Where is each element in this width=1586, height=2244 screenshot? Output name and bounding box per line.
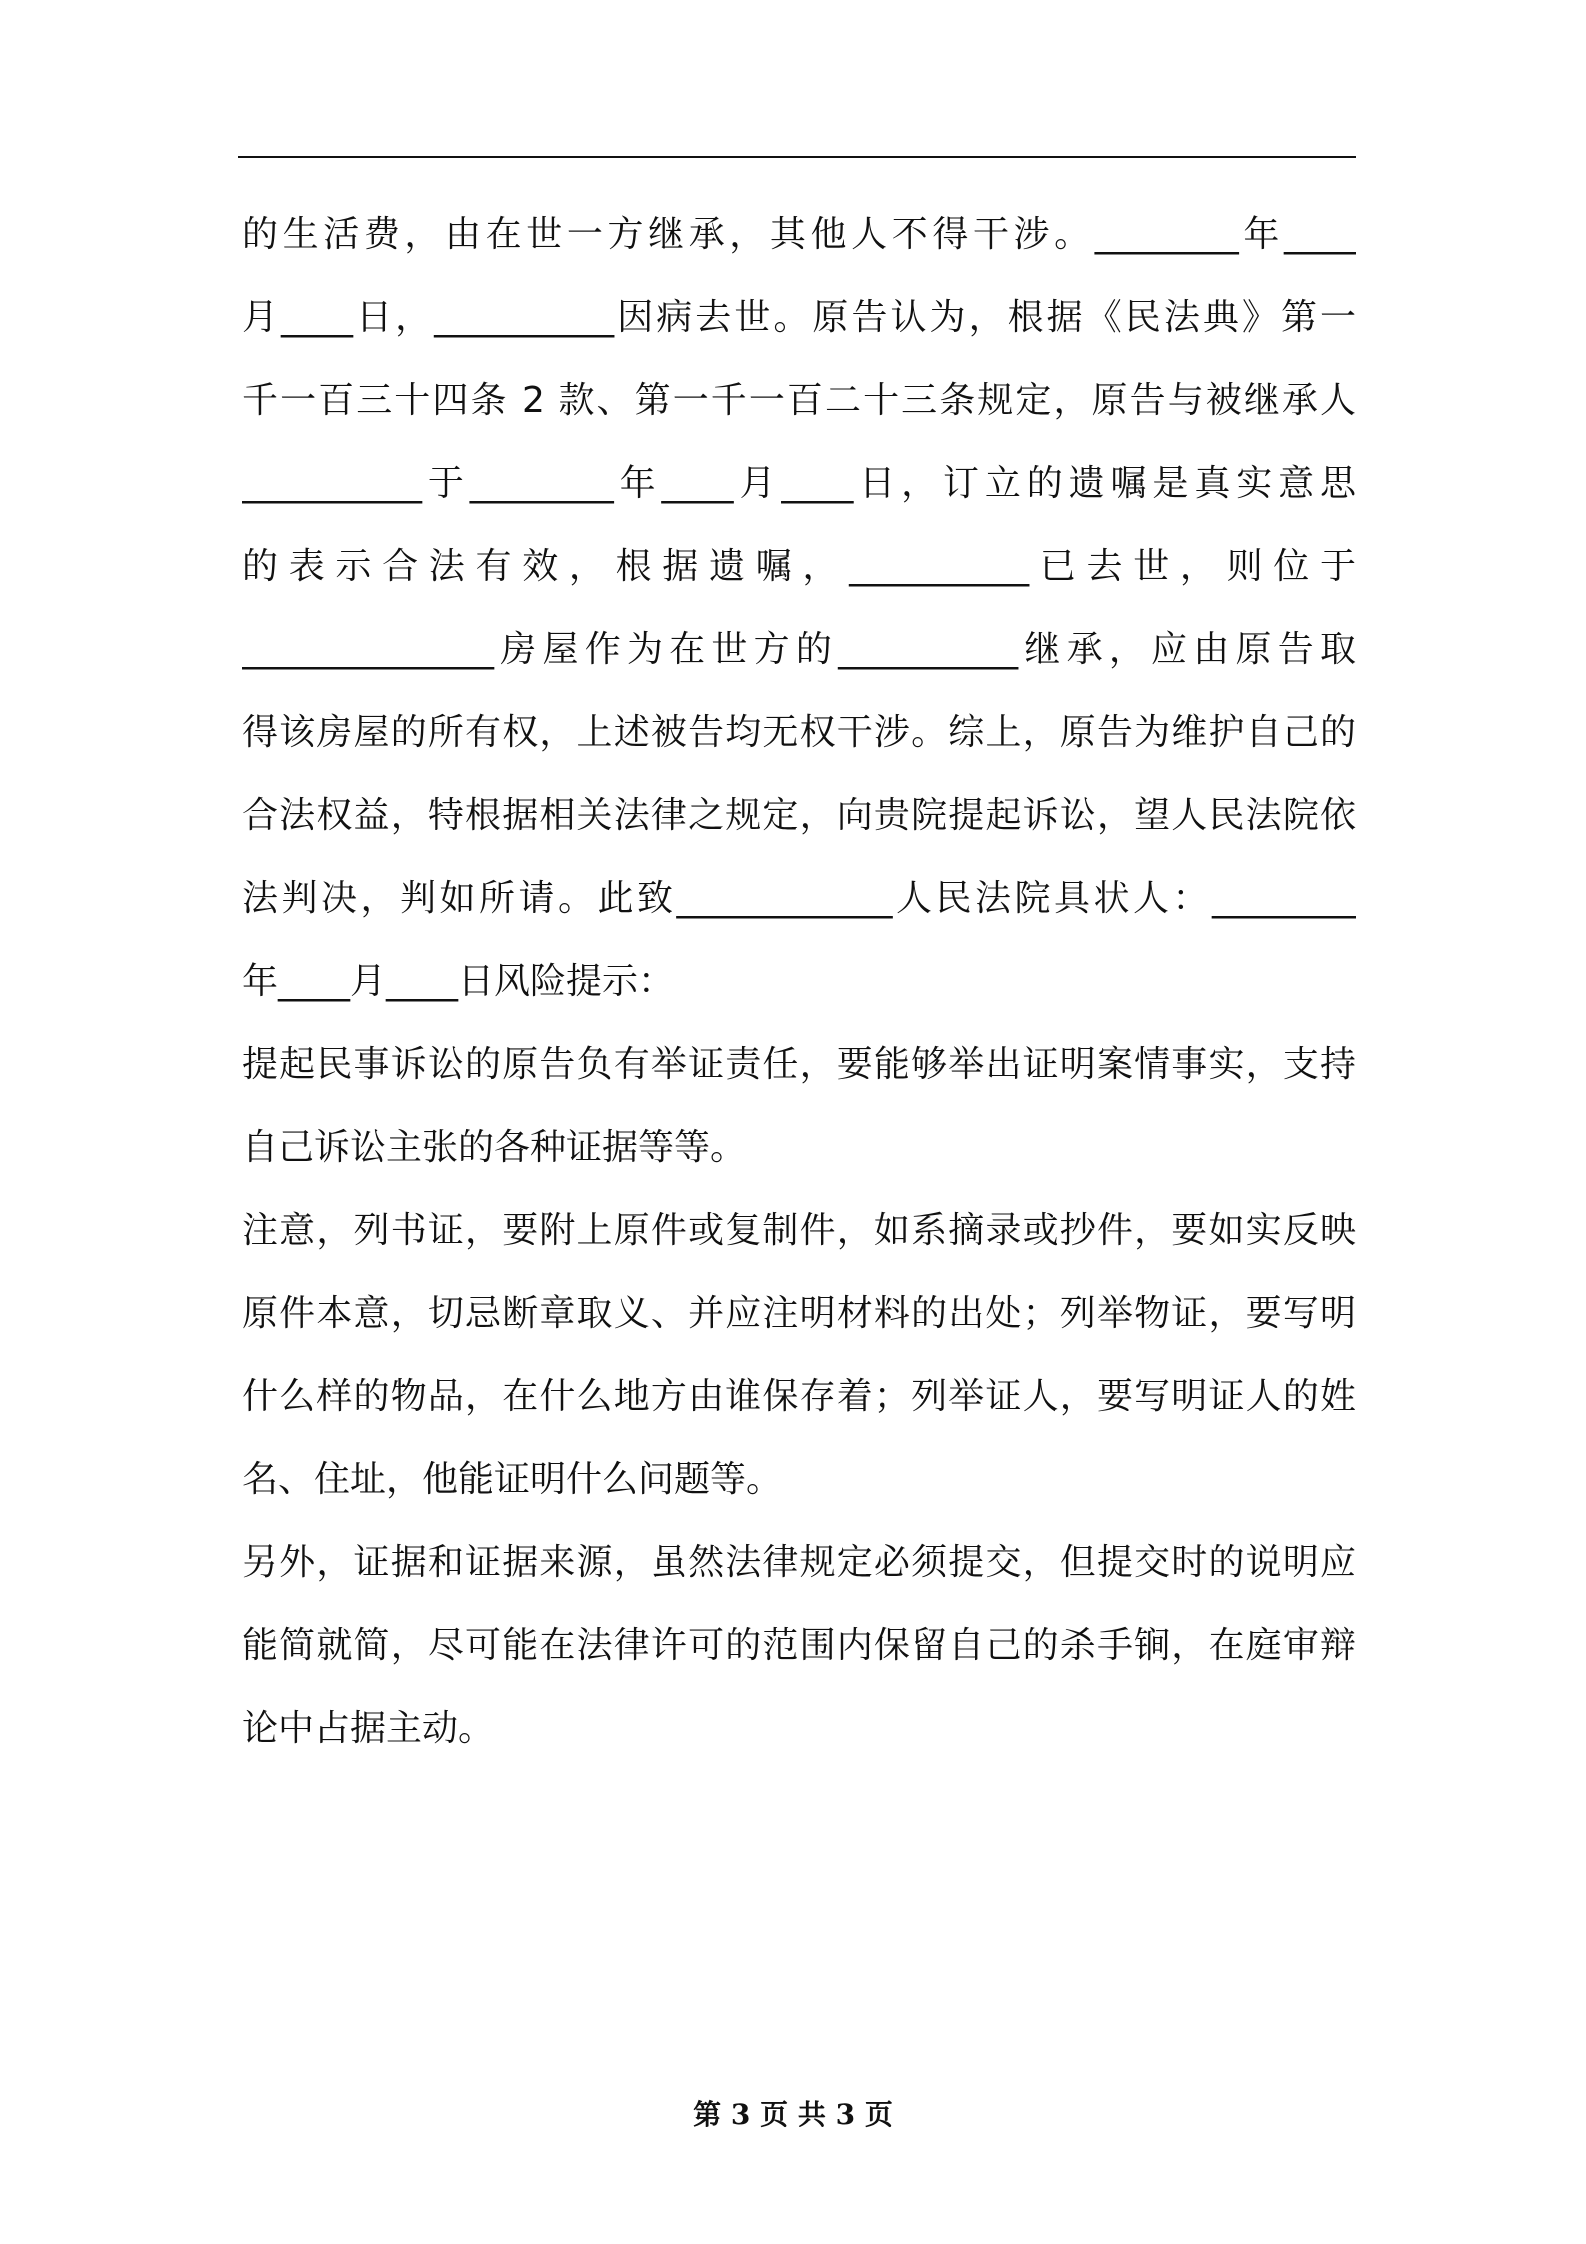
text-line-3: 千一百三十四条 2 款、第一千一百二十三条规定，原告与被继承人	[242, 380, 1356, 421]
text-line-7: 得该房屋的所有权，上述被告均无权干涉。综上，原告为维护自己的	[242, 712, 1356, 753]
text-line-8: 合法权益，特根据相关法律之规定，向贵院提起诉讼，望人民法院依	[242, 795, 1356, 836]
text-line-15: 什么样的物品，在什么地方由谁保存着；列举证人，要写明证人的姓	[242, 1376, 1356, 1417]
text-line-12: 自己诉讼主张的各种证据等等。	[242, 1127, 747, 1168]
text-line-9: 法判决，判如所请。此致____________人民法院具状人：________	[242, 878, 1356, 919]
page-footer: 第 3 页 共 3 页	[693, 2098, 893, 2131]
header-rule	[238, 156, 1356, 158]
document-body	[242, 205, 1356, 1782]
text-line-13: 注意，列书证，要附上原件或复制件，如系摘录或抄件，要如实反映	[242, 1210, 1356, 1251]
text-line-1: 的生活费，由在世一方继承，其他人不得干涉。________年____	[242, 214, 1356, 255]
text-line-14: 原件本意，切忌断章取义、并应注明材料的出处；列举物证，要写明	[242, 1293, 1356, 1334]
text-line-2: 月____日，__________因病去世。原告认为，根据《民法典》第一	[242, 297, 1356, 338]
text-line-19: 论中占据主动。	[242, 1708, 495, 1749]
text-line-11: 提起民事诉讼的原告负有举证责任，要能够举出证明案情事实，支持	[242, 1044, 1356, 1085]
text-line-10: 年____月____日风险提示：	[242, 961, 675, 1002]
text-line-5: 的表示合法有效，根据遗嘱，__________已去世，则位于	[242, 546, 1356, 587]
text-line-18: 能简就简，尽可能在法律许可的范围内保留自己的杀手锏，在庭审辩	[242, 1625, 1356, 1666]
text-line-17: 另外，证据和证据来源，虽然法律规定必须提交，但提交时的说明应	[242, 1542, 1356, 1583]
text-line-16: 名、住址，他能证明什么问题等。	[242, 1459, 783, 1500]
text-line-6: ______________房屋作为在世方的__________继承，应由原告取	[242, 629, 1356, 670]
text-line-4: __________于________年____月____日，订立的遗嘱是真实意思	[242, 463, 1356, 504]
